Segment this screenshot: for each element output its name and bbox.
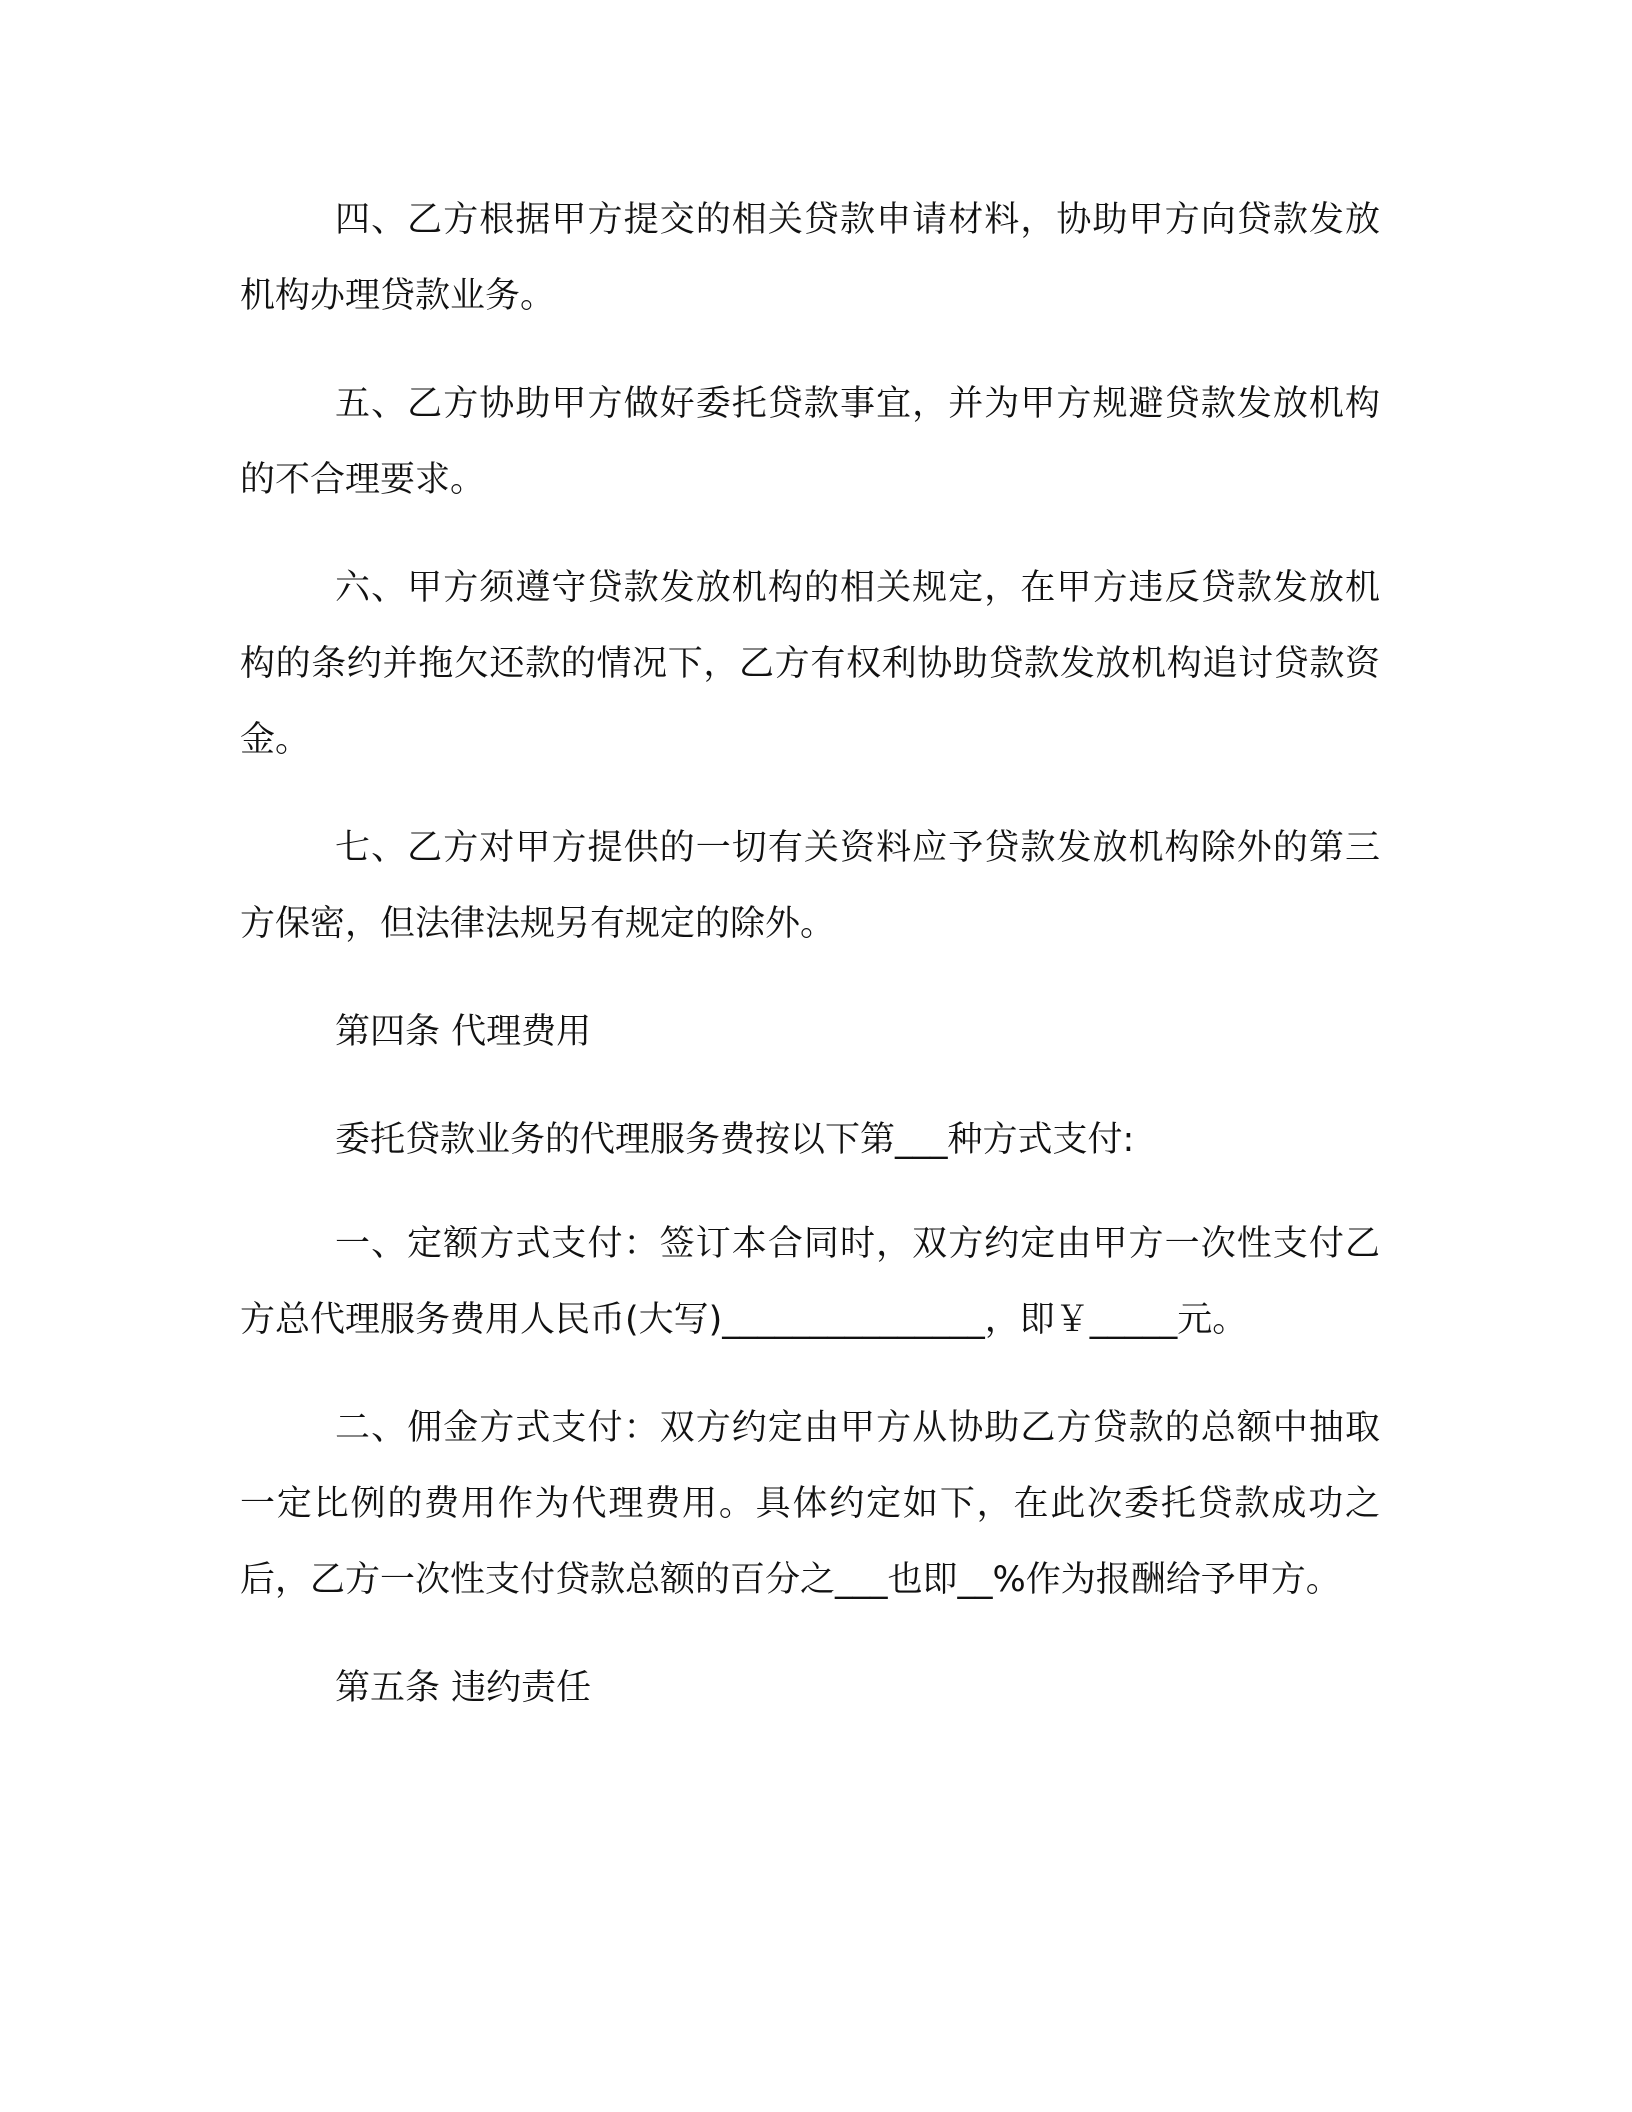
- fee-intro-paragraph: 委托贷款业务的代理服务费按以下第___种方式支付:: [335, 1120, 1135, 1160]
- article-5-heading: 第五条 违约责任: [335, 1668, 592, 1708]
- article-4-heading: 第四条 代理费用: [335, 1012, 592, 1052]
- clause-5-paragraph: 五、乙方协助甲方做好委托贷款事宜，并为甲方规避贷款发放机构的不合理要求。: [240, 384, 1380, 500]
- fee-option-commission-paragraph: 二、佣金方式支付：双方约定由甲方从协助乙方贷款的总额中抽取一定比例的费用作为代理费用。具体约定如下，在此次委托贷款成功之后，乙方一次性支付贷款总额的百分之___也即__%作为报酬给予甲方。: [240, 1408, 1380, 1600]
- document-body: [240, 182, 1380, 1758]
- clause-6-paragraph: 六、甲方须遵守贷款发放机构的相关规定，在甲方违反贷款发放机构的条约并拖欠还款的情况下，乙方有权利协助贷款发放机构追讨贷款资金。: [240, 568, 1380, 760]
- fee-option-fixed-paragraph: 一、定额方式支付：签订本合同时，双方约定由甲方一次性支付乙方总代理服务费用人民币(大写)_______________，即￥_____元。: [240, 1224, 1380, 1340]
- clause-4-paragraph: 四、乙方根据甲方提交的相关贷款申请材料，协助甲方向贷款发放机构办理贷款业务。: [240, 200, 1380, 316]
- clause-7-paragraph: 七、乙方对甲方提供的一切有关资料应予贷款发放机构除外的第三方保密，但法律法规另有规定的除外。: [240, 828, 1380, 944]
